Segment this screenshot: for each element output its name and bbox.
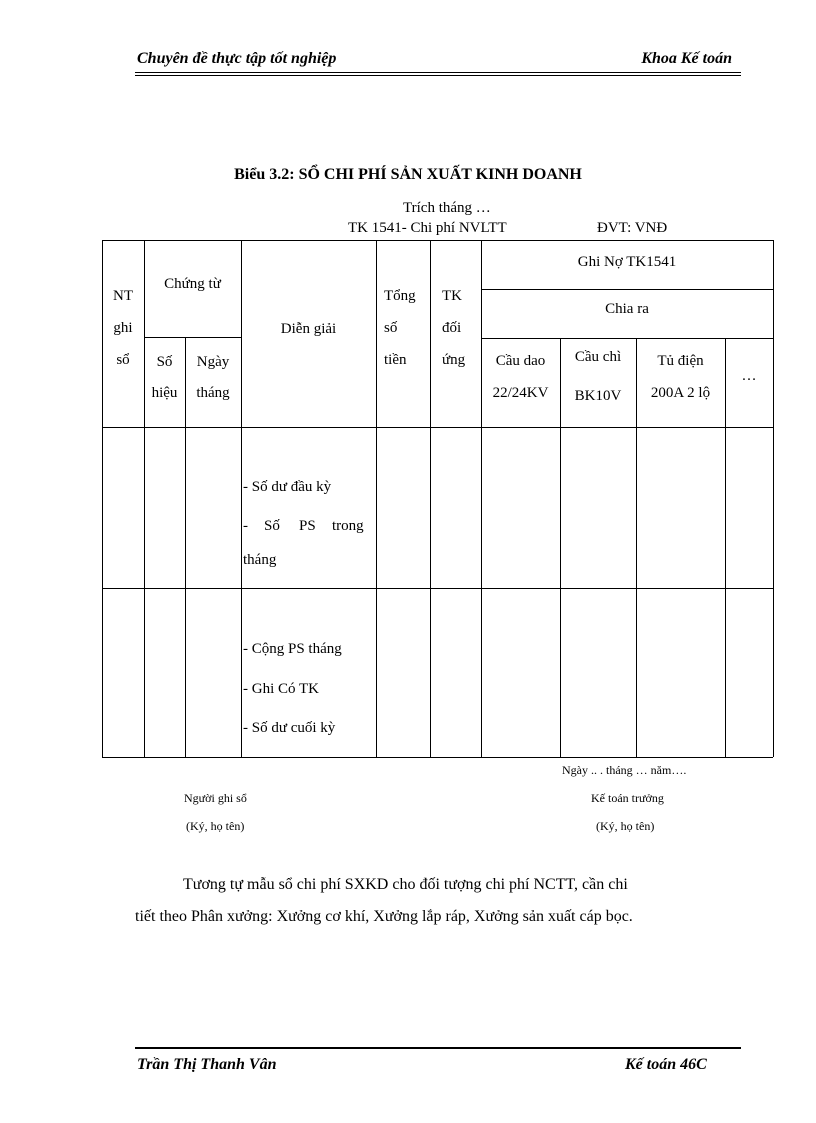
col-tong-so-tien-1: Tổng: [384, 288, 416, 304]
table-line-chia-ra: [481, 338, 773, 339]
table-line-header-end: [102, 427, 773, 428]
signature-right-note: (Ký, họ tên): [596, 819, 655, 833]
signature-right-role: Kế toán trưởng: [591, 791, 664, 805]
col-cau-dao-1: Cầu dao: [495, 353, 546, 369]
col-tu-dien-1: Tủ điện: [657, 353, 704, 369]
table-col-line: [376, 240, 377, 757]
table-line-row1-end: [102, 588, 773, 589]
footer-rule: [135, 1047, 741, 1049]
footer-right: Kế toán 46C: [625, 1056, 707, 1073]
col-chung-tu: Chứng từ: [164, 276, 221, 292]
table-col-line: [241, 240, 242, 757]
col-dien-giai: Diễn giải: [280, 321, 337, 337]
signature-date: Ngày .. . tháng … năm….: [562, 763, 687, 777]
row1-ps-dash: -: [243, 518, 248, 534]
col-tk-doi-ung-1: TK: [442, 288, 462, 304]
col-cau-chi-1: Cầu chì: [574, 349, 622, 365]
paragraph-line-1: Tương tự mẫu sổ chi phí SXKD cho đối tượng chi phí NCTT, cần chi: [183, 876, 628, 893]
table-border-top: [102, 240, 773, 241]
col-cau-chi-2: BK10V: [574, 388, 622, 404]
row1-ps-ps: PS: [299, 518, 316, 534]
col-tk-doi-ung-2: đối: [442, 320, 462, 336]
period-label: Trích tháng …: [403, 200, 491, 216]
table-col-line: [430, 240, 431, 757]
col-ngay-thang-2: tháng: [196, 385, 230, 401]
row1-month: tháng: [243, 552, 277, 568]
header-rule-2: [135, 75, 741, 76]
unit-label: ĐVT: VNĐ: [597, 220, 668, 236]
table-border-bottom: [102, 757, 773, 758]
col-tong-so-tien-3: tiền: [384, 352, 407, 368]
header-right: Khoa Kế toán: [641, 50, 732, 67]
col-ngay-thang-1: Ngày: [196, 354, 230, 370]
table-col-line: [481, 240, 482, 757]
row1-ps-so: Số: [264, 518, 280, 534]
table-col-line: [725, 338, 726, 757]
row2-total-ps: - Cộng PS tháng: [243, 641, 342, 657]
footer-left: Trần Thị Thanh Vân: [137, 1056, 277, 1073]
col-tu-dien-2: 200A 2 lộ: [650, 385, 711, 401]
table-border-right: [773, 240, 774, 757]
header-rule: [135, 72, 741, 73]
col-more: …: [741, 368, 757, 384]
col-chia-ra: Chia ra: [605, 301, 649, 317]
row2-credit: - Ghi Có TK: [243, 681, 319, 697]
header-left: Chuyên đề thực tập tốt nghiệp: [137, 50, 337, 67]
table-line-chung-tu: [144, 337, 241, 338]
signature-left-role: Người ghi sổ: [184, 791, 247, 805]
table-line-ghi-no: [481, 289, 773, 290]
col-cau-dao-2: 22/24KV: [492, 385, 549, 401]
row1-ps-trong: trong: [332, 518, 364, 534]
form-title: Biểu 3.2: SỔ CHI PHÍ SẢN XUẤT KINH DOANH: [234, 166, 582, 183]
col-nt-2: ghi: [113, 320, 133, 336]
col-tong-so-tien-2: số: [384, 320, 398, 336]
table-col-line: [102, 240, 103, 757]
col-so-hieu-2: hiệu: [151, 385, 178, 401]
account-label: TK 1541- Chi phí NVLTT: [348, 220, 507, 236]
col-ghi-no: Ghi Nợ TK1541: [577, 254, 677, 270]
signature-left-note: (Ký, họ tên): [186, 819, 245, 833]
row2-closing-balance: - Số dư cuối kỳ: [243, 720, 336, 736]
table-col-line: [144, 240, 145, 757]
col-nt-3: sổ: [116, 352, 130, 368]
col-so-hieu-1: Số: [156, 354, 173, 370]
paragraph-line-2: tiết theo Phân xưởng: Xưởng cơ khí, Xưởng lắp ráp, Xưởng sản xuất cáp bọc.: [135, 908, 633, 925]
col-nt-1: NT: [113, 288, 133, 304]
col-tk-doi-ung-3: ứng: [442, 352, 466, 368]
row1-opening-balance: - Số dư đầu kỳ: [243, 479, 332, 495]
